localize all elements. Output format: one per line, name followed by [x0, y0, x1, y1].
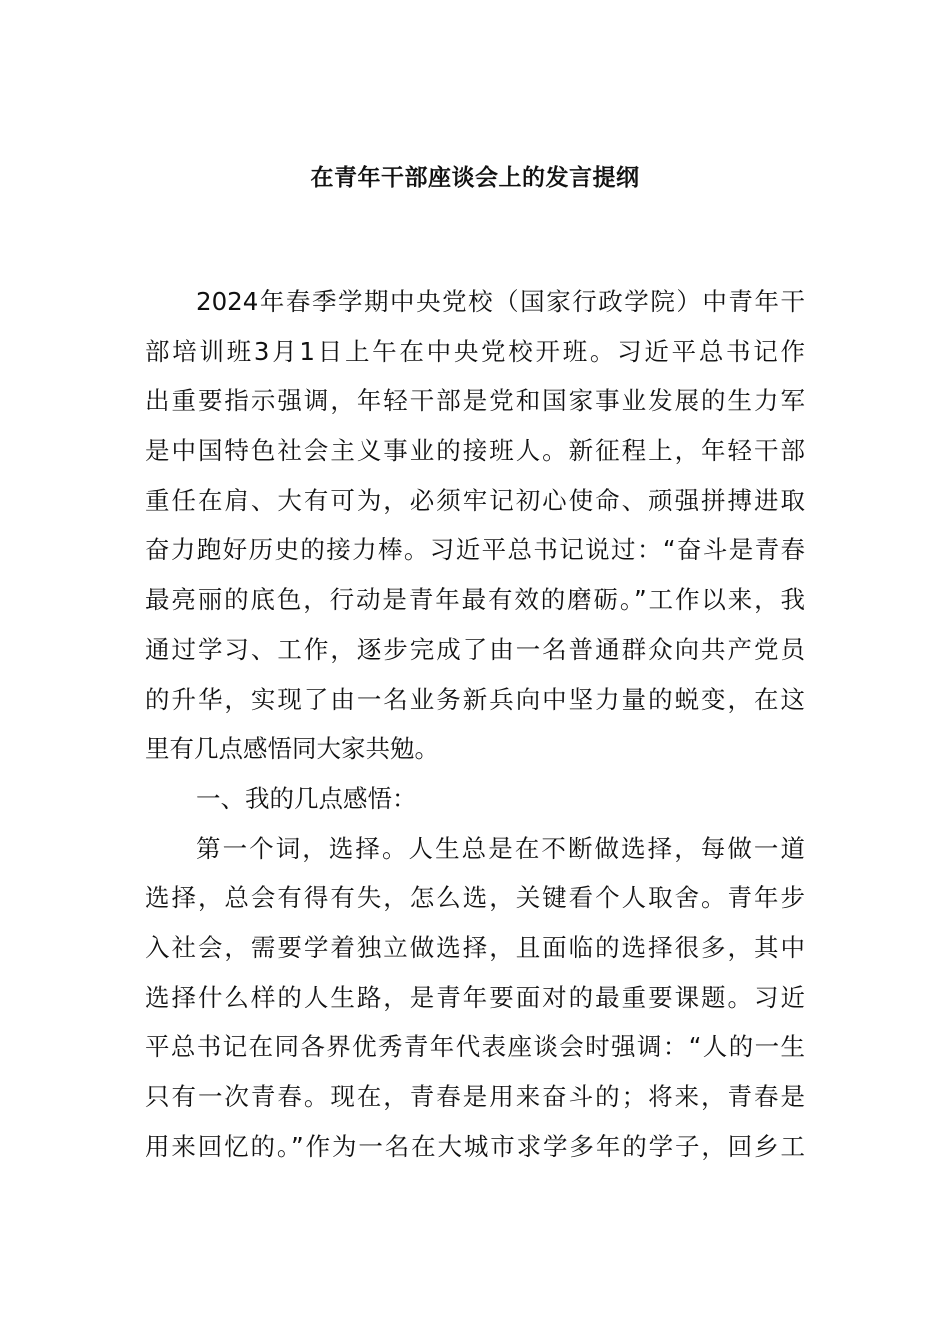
text-line: 通过学习、工作，逐步完成了由一名普通群众向共产党员	[145, 634, 805, 664]
text-line: 第一个词，选择。人生总是在不断做选择，每做一道	[196, 833, 805, 863]
text-line: 最亮丽的底色，行动是青年最有效的磨砺。”工作以来，我	[145, 585, 805, 615]
section-heading: 一、我的几点感悟：	[196, 783, 417, 813]
text-line: 选择什么样的人生路，是青年要面对的最重要课题。习近	[145, 982, 805, 1012]
text-line: 出重要指示强调，年轻干部是党和国家事业发展的生力军	[145, 386, 805, 416]
document-title: 在青年干部座谈会上的发言提纲	[310, 165, 640, 191]
text-line: 只有一次青春。现在，青春是用来奋斗的；将来，青春是	[145, 1082, 805, 1111]
text-line: 入社会，需要学着独立做选择，且面临的选择很多，其中	[145, 932, 805, 962]
text-line: 是中国特色社会主义事业的接班人。新征程上，年轻干部	[145, 436, 805, 466]
text-line: 选择，总会有得有失，怎么选，关键看个人取舍。青年步	[145, 883, 805, 913]
text-line: 用来回忆的。”作为一名在大城市求学多年的学子，回乡工	[145, 1131, 805, 1161]
text-line: 的升华，实现了由一名业务新兵向中坚力量的蜕变，在这	[145, 684, 805, 714]
text-line: 部培训班3月1日上午在中央党校开班。习近平总书记作	[145, 336, 805, 366]
document-body	[145, 282, 805, 1176]
text-line: 重任在肩、大有可为，必须牢记初心使命、顽强拼搏进取	[145, 485, 805, 515]
text-line: 2024年春季学期中央党校（国家行政学院）中青年干	[196, 287, 805, 316]
text-line: 平总书记在同各界优秀青年代表座谈会时强调：“人的一生	[145, 1032, 805, 1062]
text-line: 奋力跑好历史的接力棒。习近平总书记说过：“奋斗是青春	[145, 535, 805, 565]
text-line: 里有几点感悟同大家共勉。	[145, 734, 439, 764]
